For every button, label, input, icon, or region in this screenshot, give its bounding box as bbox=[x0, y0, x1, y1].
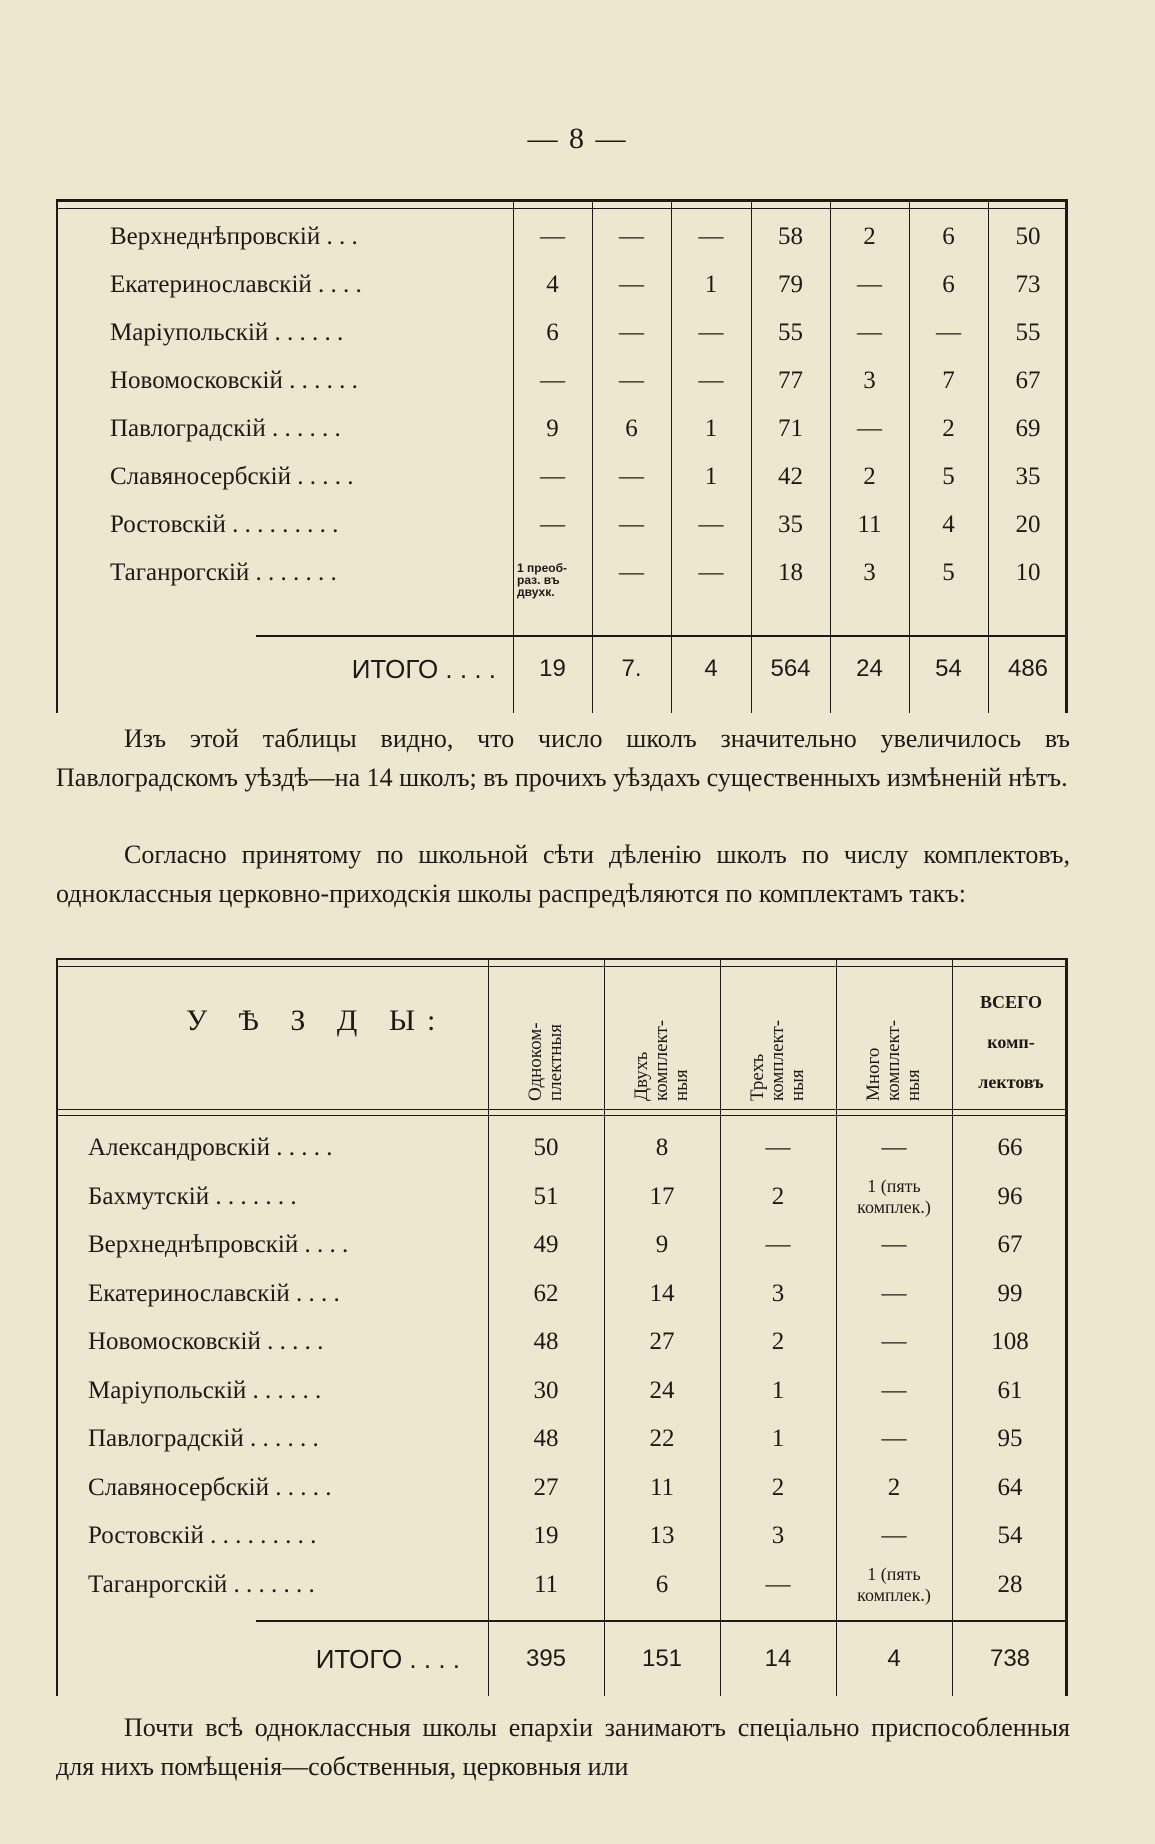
table-cell: 27 bbox=[533, 1473, 559, 1501]
district-name: Маріупольскій . . . . . . bbox=[88, 1376, 322, 1404]
total-cell: 19 bbox=[539, 655, 566, 682]
table-cell: — bbox=[540, 511, 565, 538]
table-cell: 11 bbox=[857, 511, 882, 538]
table-row bbox=[56, 1124, 1068, 1172]
total-cell: 486 bbox=[1007, 655, 1049, 682]
table-cell: 50 bbox=[1015, 223, 1041, 250]
table-cell: — bbox=[698, 511, 724, 538]
table-cell: 2 bbox=[771, 1473, 785, 1501]
table-schools-by-district bbox=[56, 199, 1068, 713]
column-header-many-sets: Много комплект- ныя bbox=[863, 1019, 924, 1101]
table-rule bbox=[56, 966, 1068, 967]
table-row bbox=[56, 261, 1068, 309]
district-name: Славяносербскій . . . . . bbox=[88, 1473, 332, 1501]
table-cell: — bbox=[540, 463, 565, 490]
total-cell: 4 bbox=[704, 655, 718, 682]
table-cell: 2 bbox=[887, 1473, 901, 1501]
column-header-three-sets: Трехъ комплект- ныя bbox=[747, 1019, 808, 1101]
column-header-single-set: Одноком- плектныя bbox=[525, 1022, 566, 1101]
table-cell: — bbox=[857, 415, 882, 442]
table-cell: — bbox=[698, 319, 724, 346]
table-row bbox=[56, 1367, 1068, 1415]
table-cell: 5 bbox=[942, 559, 955, 586]
table-cell: 3 bbox=[863, 367, 876, 394]
table-cell: 35 bbox=[778, 511, 803, 538]
table-cell: — bbox=[765, 1134, 791, 1161]
table-cell: 61 bbox=[997, 1376, 1023, 1404]
table-cell: — bbox=[857, 271, 882, 298]
table-cell: 58 bbox=[778, 223, 803, 250]
district-name: Новомосковскій . . . . . . bbox=[110, 367, 358, 394]
table-cell: 5 bbox=[942, 463, 955, 490]
table-cell: 1 (пять комплек.) bbox=[857, 1175, 931, 1217]
table-cell: 42 bbox=[778, 463, 803, 490]
table-cell: — bbox=[765, 1231, 791, 1258]
table-cell: 30 bbox=[533, 1376, 559, 1404]
header-rule bbox=[56, 1109, 1068, 1110]
table-cell: — bbox=[540, 367, 565, 394]
table-cell: 11 bbox=[649, 1473, 675, 1501]
total-cell: 54 bbox=[935, 655, 962, 682]
table-cell: 2 bbox=[942, 415, 955, 442]
district-name: Ростовскій . . . . . . . . . bbox=[110, 511, 339, 538]
table-cell: 1 bbox=[771, 1425, 785, 1452]
table-rule bbox=[56, 208, 1068, 209]
table-cell: — bbox=[765, 1570, 791, 1598]
column-header-two-sets: Двухъ комплект- ныя bbox=[631, 1019, 692, 1101]
total-cell: 7. bbox=[621, 655, 642, 682]
table-total-row bbox=[56, 1635, 1068, 1683]
table-cell: 48 bbox=[533, 1425, 559, 1452]
header-rule bbox=[56, 1115, 1068, 1116]
total-rule bbox=[256, 1620, 1068, 1622]
table-cell: 19 bbox=[533, 1522, 559, 1549]
district-name: Екатеринославскій . . . . bbox=[110, 271, 362, 298]
table-cell: 10 bbox=[1015, 559, 1041, 586]
table-row bbox=[56, 1173, 1068, 1221]
table-cell: — bbox=[619, 271, 644, 298]
total-cell: 14 bbox=[764, 1645, 792, 1672]
table-cell: 1 bbox=[704, 463, 718, 490]
table-cell: 55 bbox=[1015, 319, 1041, 346]
page-number: — 8 — bbox=[527, 122, 628, 155]
table-cell: 1 bbox=[771, 1376, 785, 1404]
total-label: ИТОГО . . . . bbox=[351, 654, 496, 684]
table-cell: 6 bbox=[942, 223, 955, 250]
table-cell: 2 bbox=[771, 1182, 785, 1210]
table-total-row bbox=[56, 645, 1068, 693]
district-name: Александровскій . . . . . bbox=[88, 1134, 333, 1161]
table-cell: 55 bbox=[778, 319, 803, 346]
table-cell: 67 bbox=[997, 1231, 1023, 1258]
table-cell: 24 bbox=[649, 1376, 675, 1404]
table-cell: 1 преоб- раз. въ двухк. bbox=[517, 561, 567, 599]
table-cell: 2 bbox=[863, 463, 876, 490]
table-cell: 4 bbox=[942, 511, 955, 538]
table-cell: 99 bbox=[997, 1279, 1023, 1307]
total-label: ИТОГО . . . . bbox=[315, 1644, 460, 1674]
table-cell: — bbox=[698, 559, 724, 586]
district-name: Екатеринославскій . . . . bbox=[88, 1279, 340, 1307]
table-cell: 18 bbox=[778, 559, 803, 586]
table-cell: — bbox=[619, 559, 644, 586]
table-cell: — bbox=[540, 223, 565, 250]
table-cell: 50 bbox=[533, 1134, 559, 1161]
total-cell: 4 bbox=[887, 1645, 901, 1672]
table-row bbox=[56, 405, 1068, 453]
district-name: Маріупольскій . . . . . . bbox=[110, 319, 344, 346]
table-cell: — bbox=[698, 223, 724, 250]
table-cell: 51 bbox=[533, 1182, 559, 1210]
total-cell: 24 bbox=[856, 655, 883, 682]
table-cell: 95 bbox=[997, 1425, 1023, 1452]
table-cell: 13 bbox=[649, 1522, 675, 1549]
table-cell: 6 bbox=[942, 271, 955, 298]
table-cell: 6 bbox=[655, 1570, 669, 1598]
table-cell: 49 bbox=[533, 1231, 559, 1258]
paragraph-2 bbox=[56, 835, 1070, 913]
table-cell: — bbox=[881, 1279, 907, 1307]
district-name: Верхнеднѣпровскій . . . bbox=[110, 223, 358, 250]
table-row bbox=[56, 453, 1068, 501]
table-cell: 14 bbox=[649, 1279, 675, 1307]
district-name: Таганрогскій . . . . . . . bbox=[110, 559, 337, 586]
paragraph-1 bbox=[56, 719, 1070, 797]
table-cell: 71 bbox=[778, 415, 803, 442]
table-cell: 1 bbox=[704, 415, 718, 442]
table-row bbox=[56, 1512, 1068, 1560]
table-cell: 8 bbox=[655, 1134, 669, 1161]
table-cell: 27 bbox=[649, 1328, 675, 1355]
table-row bbox=[56, 357, 1068, 405]
district-name: Ростовскій . . . . . . . . . bbox=[88, 1522, 317, 1549]
table-row bbox=[56, 1415, 1068, 1463]
table-cell: — bbox=[881, 1134, 907, 1161]
table-row bbox=[56, 213, 1068, 261]
district-name: Павлоградскій . . . . . . bbox=[110, 415, 341, 442]
column-header-districts: У Ѣ З Д Ы: bbox=[186, 1004, 448, 1037]
table-cell: — bbox=[619, 511, 644, 538]
table-cell: 1 (пять комплек.) bbox=[857, 1563, 931, 1605]
district-name: Таганрогскій . . . . . . . bbox=[88, 1570, 315, 1598]
table-cell: 3 bbox=[863, 559, 876, 586]
table-cell: 6 bbox=[546, 319, 559, 346]
table-cell: — bbox=[881, 1425, 907, 1452]
table-schools-by-sets bbox=[56, 958, 1068, 1696]
table-cell: 11 bbox=[533, 1570, 559, 1598]
district-name: Верхнеднѣпровскій . . . . bbox=[88, 1231, 349, 1258]
table-cell: — bbox=[881, 1522, 907, 1549]
table-cell: 20 bbox=[1015, 511, 1041, 538]
table-cell: — bbox=[936, 319, 961, 346]
table-cell: 28 bbox=[997, 1570, 1023, 1598]
table-cell: 3 bbox=[771, 1279, 785, 1307]
table-cell: 77 bbox=[778, 367, 803, 394]
table-cell: 7 bbox=[942, 367, 955, 394]
table-row bbox=[56, 1270, 1068, 1318]
table-cell: — bbox=[619, 367, 644, 394]
district-name: Новомосковскій . . . . . bbox=[88, 1328, 324, 1355]
table-cell: 96 bbox=[997, 1182, 1023, 1210]
table-cell: 4 bbox=[546, 271, 559, 298]
table-cell: 3 bbox=[771, 1522, 785, 1549]
total-rule bbox=[256, 635, 1068, 637]
paragraph-2-text: Согласно принятому по школьной сѣти дѣленію школъ по числу комплектовъ, одноклассныя церковно-приходскія школы распредѣляются по комплектамъ такъ: bbox=[56, 840, 1070, 908]
table-row bbox=[56, 1464, 1068, 1512]
table-cell: 6 bbox=[625, 415, 638, 442]
table-cell: 1 bbox=[704, 271, 718, 298]
total-cell: 151 bbox=[641, 1645, 683, 1672]
total-cell: 738 bbox=[989, 1645, 1031, 1672]
table-cell: — bbox=[857, 319, 882, 346]
total-cell: 395 bbox=[525, 1645, 567, 1672]
table-row bbox=[56, 309, 1068, 357]
table-cell: 35 bbox=[1015, 463, 1041, 490]
table-cell: 64 bbox=[997, 1473, 1023, 1501]
table-cell: 108 bbox=[991, 1328, 1029, 1355]
table-cell: — bbox=[619, 319, 644, 346]
paragraph-3 bbox=[56, 1708, 1070, 1786]
table-cell: — bbox=[881, 1328, 907, 1355]
table-cell: — bbox=[881, 1376, 907, 1404]
table-cell: 22 bbox=[649, 1425, 675, 1452]
table-row bbox=[56, 1561, 1068, 1609]
table-row bbox=[56, 1221, 1068, 1269]
table-cell: 2 bbox=[771, 1328, 785, 1355]
table-cell: 73 bbox=[1015, 271, 1041, 298]
paragraph-1-text: Изъ этой таблицы видно, что число школъ значительно увеличилось въ Павлоградскомъ уѣздѣ—на 14 школъ; въ прочихъ уѣздахъ существенныхъ измѣненій нѣтъ. bbox=[56, 724, 1070, 792]
table-row bbox=[56, 501, 1068, 549]
table-cell: — bbox=[619, 463, 644, 490]
table-cell: 66 bbox=[997, 1134, 1023, 1161]
district-name: Бахмутскій . . . . . . . bbox=[88, 1182, 297, 1210]
table-cell: 79 bbox=[778, 271, 803, 298]
table-cell: 54 bbox=[997, 1522, 1023, 1549]
paragraph-3-text: Почти всѣ одноклассныя школы епархіи занимаютъ спеціально приспособленныя для нихъ помѣщенія—собственныя, церковныя или bbox=[56, 1713, 1070, 1781]
table-cell: — bbox=[698, 367, 724, 394]
column-header-total: ВСЕГО комп- лектовъ bbox=[978, 992, 1044, 1092]
table-cell: 2 bbox=[863, 223, 876, 250]
table-cell: — bbox=[881, 1231, 907, 1258]
total-cell: 564 bbox=[770, 655, 811, 682]
table-cell: 67 bbox=[1015, 367, 1041, 394]
district-name: Славяносербскій . . . . . bbox=[110, 463, 354, 490]
table-cell: 9 bbox=[546, 415, 559, 442]
table-row bbox=[56, 1318, 1068, 1366]
table-cell: 69 bbox=[1015, 415, 1041, 442]
table-cell: 48 bbox=[533, 1328, 559, 1355]
table-row bbox=[56, 549, 1068, 597]
table-cell: 9 bbox=[655, 1231, 669, 1258]
table-cell: — bbox=[619, 223, 644, 250]
district-name: Павлоградскій . . . . . . bbox=[88, 1425, 319, 1452]
table-cell: 17 bbox=[649, 1182, 675, 1210]
table-cell: 62 bbox=[533, 1279, 559, 1307]
